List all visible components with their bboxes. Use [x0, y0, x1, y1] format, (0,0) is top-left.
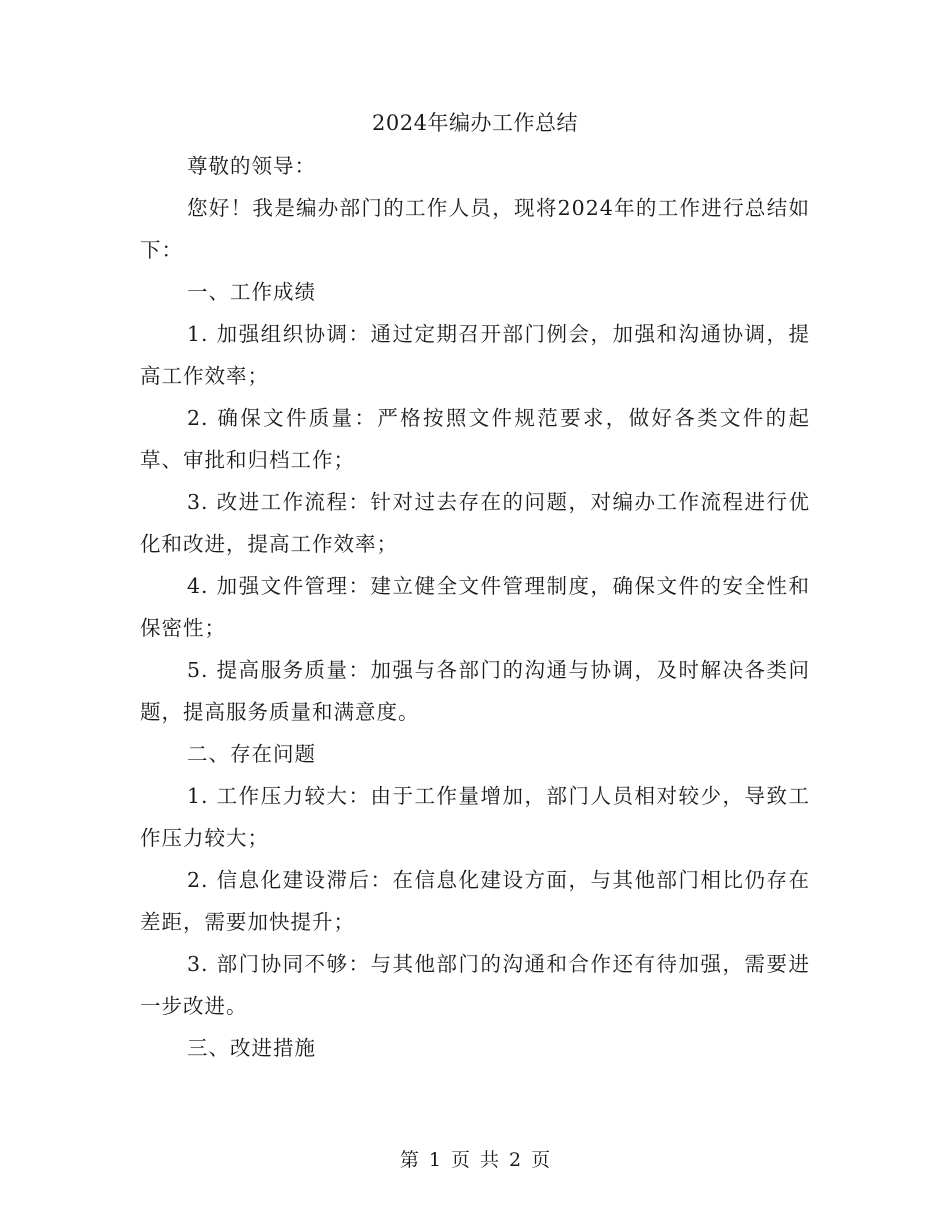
- problem-item: 1. 工作压力较大：由于工作量增加，部门人员相对较少，导致工作压力较大；: [140, 784, 810, 850]
- achievement-item: 5. 提高服务质量：加强与各部门的沟通与协调，及时解决各类问题，提高服务质量和满意度。: [140, 658, 810, 724]
- problem-item: 3. 部门协同不够：与其他部门的沟通和合作还有待加强，需要进一步改进。: [140, 952, 810, 1018]
- achievement-item: 2. 确保文件质量：严格按照文件规范要求，做好各类文件的起草、审批和归档工作；: [140, 406, 810, 472]
- page-footer: [0, 1145, 950, 1175]
- document-title: 2024年编办工作总结: [372, 111, 578, 135]
- intro-paragraph: 您好！我是编办部门的工作人员，现将2024年的工作进行总结如下：: [140, 196, 810, 262]
- section-heading-problems: 二、存在问题: [187, 742, 316, 766]
- achievement-item: 1. 加强组织协调：通过定期召开部门例会，加强和沟通协调，提高工作效率；: [140, 322, 810, 388]
- problem-item: 2. 信息化建设滞后：在信息化建设方面，与其他部门相比仍存在差距，需要加快提升；: [140, 868, 810, 934]
- total-pages-number: 2: [509, 1149, 522, 1171]
- document-body: [140, 145, 810, 1069]
- section-heading-improvements: 三、改进措施: [187, 1036, 316, 1060]
- current-page-number: 1: [428, 1149, 441, 1171]
- page-unit: 页: [450, 1149, 470, 1171]
- achievement-item: 4. 加强文件管理：建立健全文件管理制度，确保文件的安全性和保密性；: [140, 574, 810, 640]
- section-heading-achievements: 一、工作成绩: [187, 280, 316, 304]
- salutation: 尊敬的领导：: [187, 154, 316, 178]
- total-unit: 页: [531, 1149, 551, 1171]
- page-label: 第: [399, 1149, 419, 1171]
- total-label: 共: [480, 1149, 500, 1171]
- achievement-item: 3. 改进工作流程：针对过去存在的问题，对编办工作流程进行优化和改进，提高工作效率；: [140, 490, 810, 556]
